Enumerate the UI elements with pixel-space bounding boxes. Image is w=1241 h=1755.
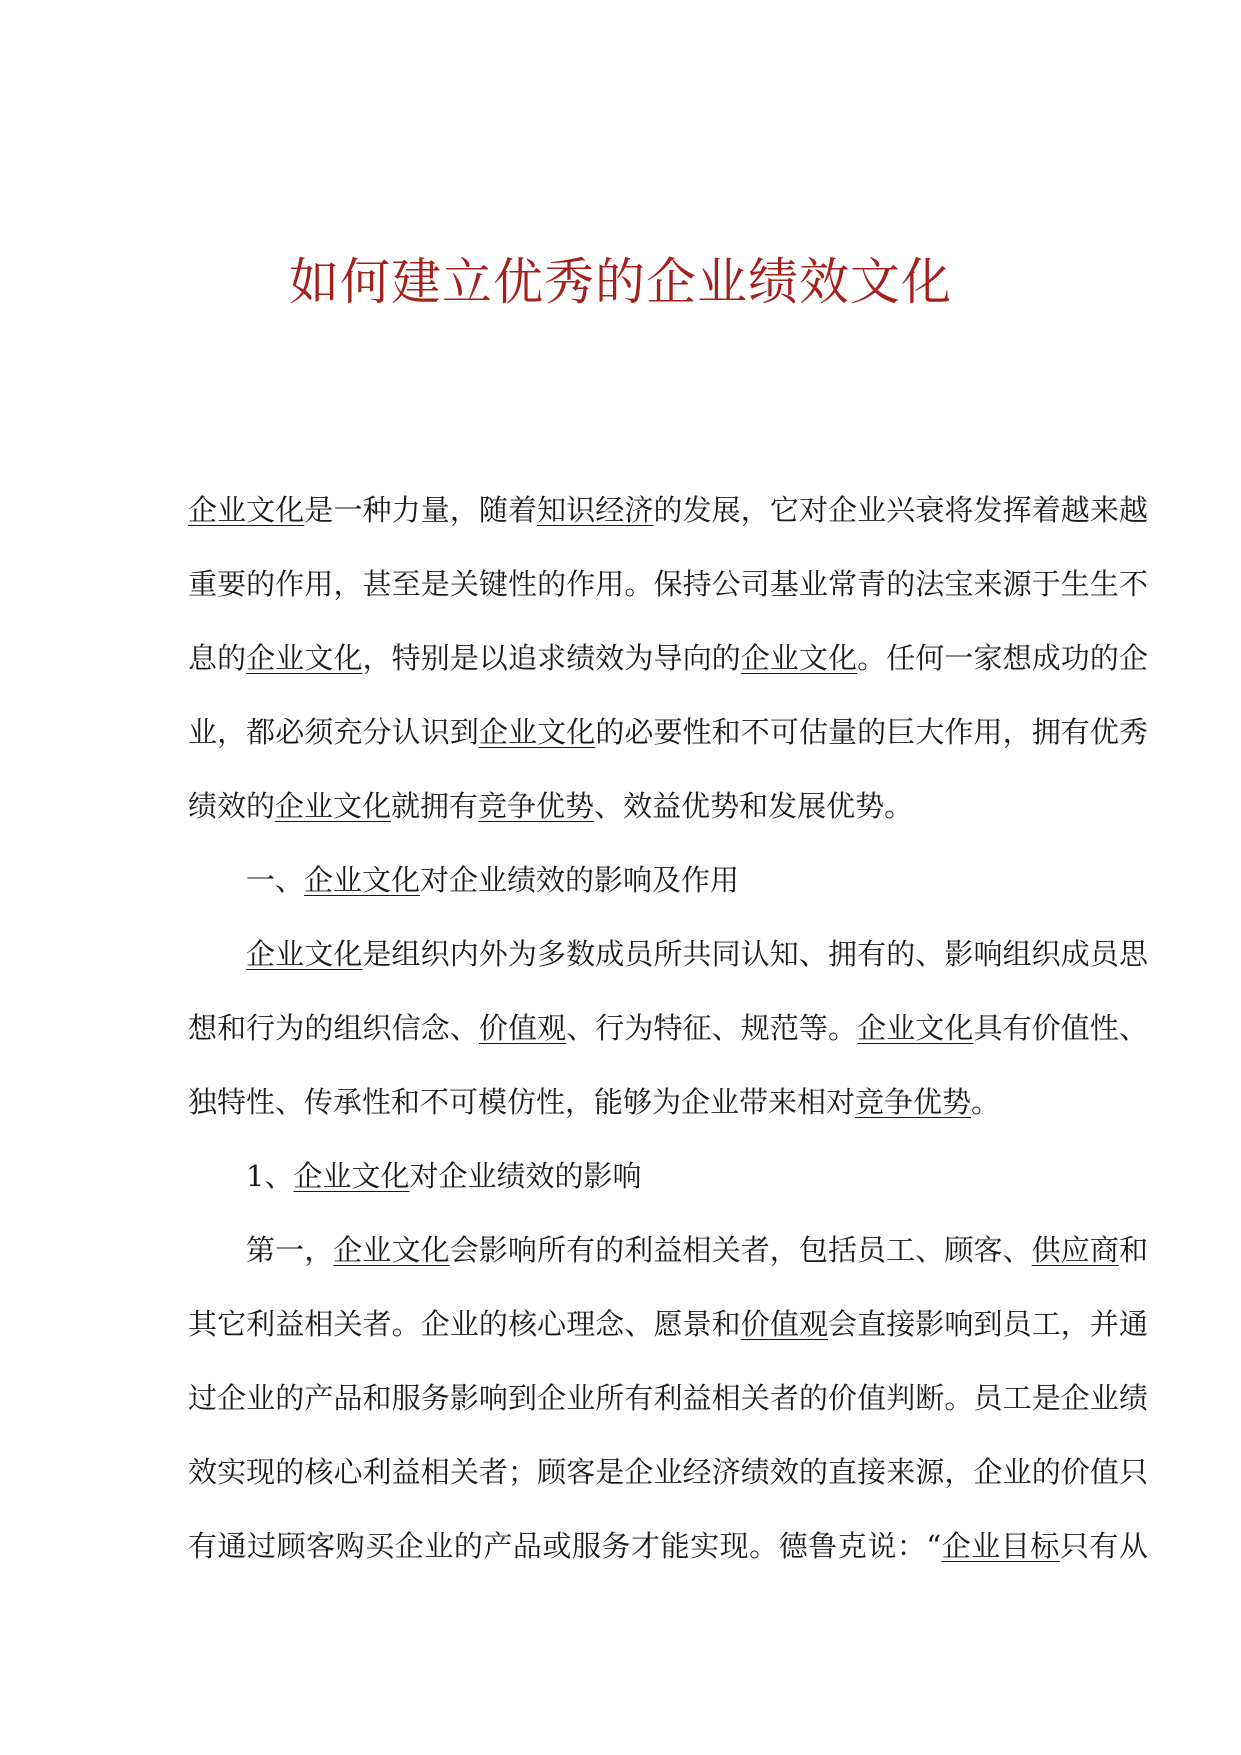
link-qiye-mubiao[interactable]: 企业目标	[941, 1529, 1060, 1563]
paragraph-3-line-1	[188, 1213, 1148, 1287]
paragraph-2-line-1	[188, 917, 1148, 991]
text-run: 只有从	[1059, 1529, 1148, 1563]
paragraph-2-line-2	[188, 991, 1148, 1065]
text-run: 会直接影响到员工，并通	[828, 1307, 1148, 1341]
text-run: 、行为特征、规范等。	[566, 1011, 858, 1045]
text-run: ，特别是以追求绩效为导向的	[362, 641, 741, 675]
paragraph-1-line-2: 重要的作用，甚至是关键性的作用。保持公司基业常青的法宝来源于生生不	[188, 567, 1148, 601]
link-jiazhiguan[interactable]: 价值观	[740, 1307, 829, 1341]
link-zhishi-jingji[interactable]: 知识经济	[537, 493, 654, 527]
link-qiye-wenhua[interactable]: 企业文化	[246, 937, 363, 971]
link-qiye-wenhua[interactable]: 企业文化	[333, 1233, 450, 1267]
text-run: 就拥有	[391, 789, 479, 823]
text-run: 一、	[246, 863, 305, 897]
link-qiye-wenhua[interactable]: 企业文化	[246, 641, 363, 675]
text-run: 具有价值性、	[973, 1011, 1148, 1045]
text-run: 独特性、传承性和不可模仿性，能够为企业带来相对	[188, 1085, 856, 1119]
text-run: 对企业绩效的影响	[409, 1159, 642, 1193]
paragraph-3-line-5	[188, 1509, 1148, 1583]
text-run: 息的	[188, 641, 247, 675]
link-qiye-wenhua[interactable]: 企业文化	[304, 863, 421, 897]
text-run: 。	[971, 1085, 1001, 1119]
link-jingzheng-youshi[interactable]: 竞争优势	[855, 1085, 972, 1119]
text-run: 绩效的	[188, 789, 276, 823]
text-run: 。任何一家想成功的企	[857, 641, 1148, 675]
text-run: 会影响所有的利益相关者，包括员工、顾客、	[449, 1233, 1032, 1267]
link-qiye-wenhua[interactable]: 企业文化	[275, 789, 392, 823]
link-jiazhiguan[interactable]: 价值观	[478, 1011, 567, 1045]
text-run: 1、	[246, 1159, 294, 1193]
document-body	[188, 473, 1148, 1583]
text-run: 和	[1118, 1233, 1148, 1267]
paragraph-1-line-4	[188, 695, 1148, 769]
text-run: 的发展，它对企业兴衰将发挥着越来越	[653, 493, 1148, 527]
text-run: 有通过顾客购买企业的产品或服务才能实现。德鲁克说：“	[188, 1529, 942, 1563]
text-run: 对企业绩效的影响及作用	[420, 863, 740, 897]
section-heading-2	[188, 1139, 1148, 1213]
link-gongyingshang[interactable]: 供应商	[1031, 1233, 1119, 1267]
text-run: 是一种力量，随着	[304, 493, 538, 527]
paragraph-3-line-2	[188, 1287, 1148, 1361]
text-run: 想和行为的组织信念、	[188, 1011, 479, 1045]
paragraph-3-line-4: 效实现的核心利益相关者；顾客是企业经济绩效的直接来源，企业的价值只	[188, 1455, 1148, 1489]
document-title: 如何建立优秀的企业绩效文化	[289, 253, 952, 311]
text-run: 是组织内外为多数成员所共同认知、拥有的、影响组织成员思	[362, 937, 1148, 971]
link-qiye-wenhua[interactable]: 企业文化	[857, 1011, 974, 1045]
text-run: 、效益优势和发展优势。	[594, 789, 914, 823]
paragraph-3-line-3: 过企业的产品和服务影响到企业所有利益相关者的价值判断。员工是企业绩	[188, 1381, 1148, 1415]
paragraph-1-line-5	[188, 769, 1148, 843]
link-qiye-wenhua[interactable]: 企业文化	[478, 715, 596, 749]
text-run: 的必要性和不可估量的巨大作用，拥有优秀	[595, 715, 1148, 749]
link-qiye-wenhua[interactable]: 企业文化	[188, 493, 305, 527]
paragraph-2-line-3	[188, 1065, 1148, 1139]
link-jingzheng-youshi[interactable]: 竞争优势	[478, 789, 595, 823]
paragraph-1-line-3	[188, 621, 1148, 695]
text-run: 其它利益相关者。企业的核心理念、愿景和	[188, 1307, 741, 1341]
paragraph-1-line-1	[188, 473, 1148, 547]
link-qiye-wenhua[interactable]: 企业文化	[293, 1159, 410, 1193]
text-run: 业，都必须充分认识到	[188, 715, 479, 749]
link-qiye-wenhua[interactable]: 企业文化	[740, 641, 858, 675]
section-heading-1	[188, 843, 1148, 917]
text-run: 第一，	[246, 1233, 334, 1267]
